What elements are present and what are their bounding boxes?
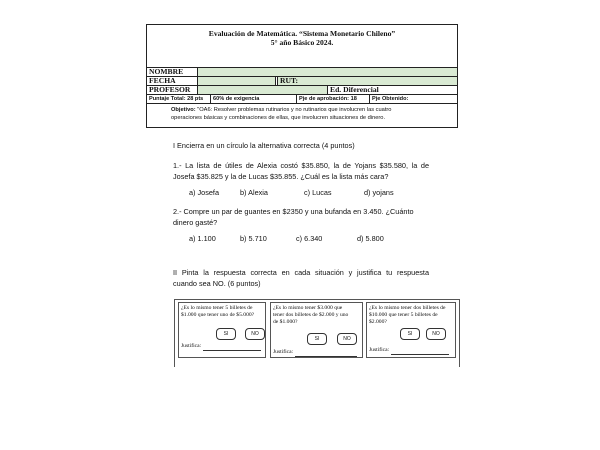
profesor-row [147,85,457,94]
section2-heading-line2: cuando sea NO. (6 puntos) [173,279,261,288]
box2-justifica-line[interactable] [295,356,357,357]
objetivo-row [147,103,457,128]
box1-line1: ¿Es lo mismo tener 5 billetes de [181,305,253,311]
puntaje-row [147,94,457,103]
box2-justifica-label: Justifica: [273,349,294,355]
box2-line3: de $1.000? [273,319,298,325]
box3-no-button[interactable]: NO [426,328,446,340]
q1-option-a[interactable]: a) Josefa [189,188,220,197]
situation-box-3 [366,302,456,358]
box1-justifica-label: Justifica: [181,343,202,349]
box2-si-button[interactable]: SI [307,333,327,345]
fecha-label: FECHA [149,76,176,85]
box3-line3: $2.000? [369,319,387,325]
q2-option-a[interactable]: a) 1.100 [189,234,216,243]
objetivo-text-1: "OA6: Resolver problemas rutinarios y no rutinarios que involucren las cuatro [195,107,392,113]
box3-justifica-label: Justifica: [369,347,390,353]
box1-no-button[interactable]: NO [245,328,265,340]
q1-line2: Josefa $35.825 y la de Lucas $35.855. ¿Cuál es la lista más cara? [173,172,389,181]
box3-line2: $10.000 que tener 5 billetes de [369,312,438,318]
box3-question [369,305,455,326]
header-box [146,24,458,128]
q2-option-b[interactable]: b) 5.710 [240,234,267,243]
objetivo [171,106,451,122]
exigencia: 60% de exigencia [210,95,296,103]
fecha-row [147,76,457,85]
title-area [147,25,457,67]
test-subtitle: 5° año Básico 2024. [270,38,334,47]
profesor-field[interactable] [197,86,327,94]
ed-diferencial-label: Ed. Diferencial [327,86,457,94]
q2-option-c[interactable]: c) 6.340 [296,234,323,243]
q2-option-d[interactable]: d) 5.800 [357,234,384,243]
profesor-label: PROFESOR [149,85,191,94]
section1-heading: I Encierra en un círculo la alternativa correcta (4 puntos) [173,141,355,150]
box3-justifica-line[interactable] [391,354,449,355]
q1-line1: 1.- La lista de útiles de Alexia costó $35.850, la de Yojans $35.580, la de [173,161,429,170]
box3-si-button[interactable]: SI [400,328,420,340]
q2-line1: 2.- Compre un par de guantes en $2350 y una bufanda en 3.450. ¿Cuánto [173,207,414,216]
rut-field[interactable] [277,77,457,85]
situation-box-1 [178,302,266,358]
pje-aprobacion: Pje de aprobación: 18 [296,95,369,103]
box2-question [273,305,362,326]
section2-heading-line1: II Pinta la respuesta correcta en cada situación y justifica tu respuesta [173,268,429,277]
box2-line1: ¿Es lo mismo tener $3.000 que [273,305,343,311]
pje-obtenido: Pje Obtenido: [369,95,457,103]
box2-line2: tener dos billetes de $2.000 y uno [273,312,349,318]
nombre-row [147,67,457,76]
objetivo-text-2: operaciones básicas y combinaciones de ellas, que involucren situaciones de dinero. [171,115,386,121]
rut-label: RUT: [280,76,298,85]
q1-option-c[interactable]: c) Lucas [304,188,332,197]
puntaje-total: Puntaje Total: 28 pts [149,96,204,102]
test-title: Evaluación de Matemática. “Sistema Monetario Chileno” [208,29,396,38]
q1-option-d[interactable]: d) yojans [364,188,394,197]
q1-option-b[interactable]: b) Alexia [240,188,268,197]
box1-si-button[interactable]: SI [216,328,236,340]
box1-line2: $1.000 que tener uno de $5.000? [181,312,255,318]
q2-line2: dinero gasté? [173,218,218,227]
nombre-field[interactable] [197,68,457,76]
objetivo-label: Objetivo: [171,107,196,113]
box1-question [181,305,265,319]
situation-box-2 [270,302,363,358]
nombre-label: NOMBRE [149,67,184,76]
box1-justifica-line[interactable] [203,350,261,351]
fecha-field[interactable] [197,77,275,85]
box2-no-button[interactable]: NO [337,333,357,345]
box3-line1: ¿Es lo mismo tener dos billetes de [369,305,446,311]
